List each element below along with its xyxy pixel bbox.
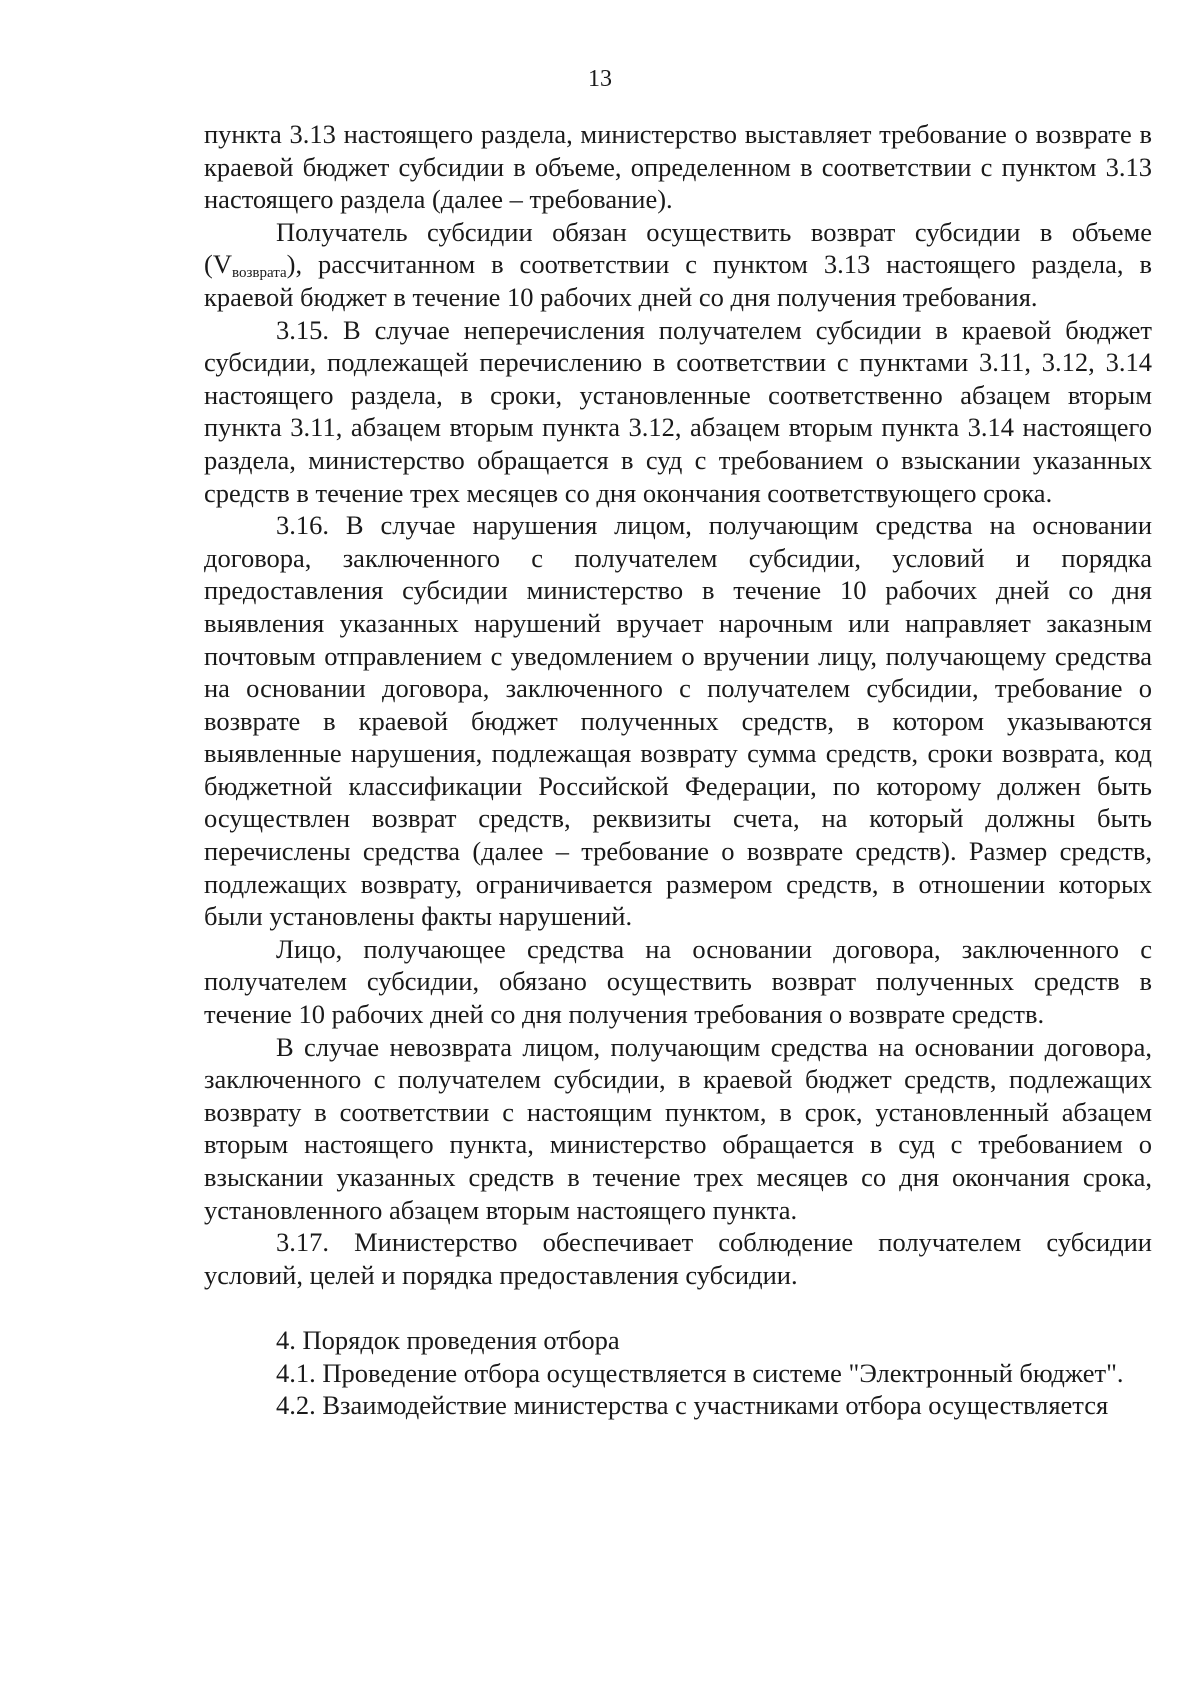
paragraph-refund-text-start: Получатель субсидии обязан осуществить возврат субсидии в объеме (V xyxy=(204,216,1152,280)
paragraph-refund-obligation xyxy=(204,216,1152,314)
paragraph-4-1: 4.1. Проведение отбора осуществляется в системе "Электронный бюджет". xyxy=(276,1357,1124,1388)
document-body xyxy=(204,118,1152,1422)
paragraph-non-refund: В случае невозврата лицом, получающим средства на основании договора, заключенного с получателем субсидии, в краевой бюджет средств, подлежащих возврату в соответствии с настоящим пунктом, в срок, установленный абзацем вторым настоящего пункта, министерство обращается в суд с требованием о взыскании указанных средств в течение трех месяцев со дня окончания срока, установленного абзацем вторым настоящего пункта. xyxy=(204,1031,1152,1225)
paragraph-3-15: 3.15. В случае неперечисления получателем субсидии в краевой бюджет субсидии, подлежащей перечислению в соответствии с пунктами 3.11, 3.12, 3.14 настоящего раздела, в сроки, установленные соответственно абзацем вторым пункта 3.11, абзацем вторым пункта 3.12, абзацем вторым пункта 3.14 настоящего раздела, министерство обращается в суд с требованием о взыскании указанных средств в течение трех месяцев со дня окончания соответствующего срока. xyxy=(204,314,1152,508)
paragraph-continuation: пункта 3.13 настоящего раздела, министерство выставляет требование о возврате в краевой бюджет субсидии в объеме, определенном в соответствии с пунктом 3.13 настоящего раздела (далее – требование). xyxy=(204,119,1152,215)
v-refund-subscript: возврата xyxy=(231,265,287,282)
paragraph-contract-refund: Лицо, получающее средства на основании договора, заключенного с получателем субсидии, обязано осуществить возврат полученных средств в течение 10 рабочих дней со дня получения требования о возврате средств. xyxy=(204,933,1152,1030)
paragraph-3-17: 3.17. Министерство обеспечивает соблюдение получателем субсидии условий, целей и порядка предоставления субсидии. xyxy=(204,1227,1152,1290)
paragraph-3-16: 3.16. В случае нарушения лицом, получающим средства на основании договора, заключенного с получателем субсидии, условий и порядка предоставления субсидии министерство в течение 10 рабочих дней со дня выявления указанных нарушений вручает нарочным или направляет заказным почтовым отправлением с уведомлением о вручении лицу, получающему средства на основании договора, заключенного с получателем субсидии, требование о возврате в краевой бюджет полученных средств, в котором указываются выявленные нарушения, подлежащая возврату сумма средств, сроки возврата, код бюджетной классификации Российской Федерации, по которому должен быть осуществлен возврат средств, реквизиты счета, на который должны быть перечислены средства (далее – требование о возврате средств). Размер средств, подлежащих возврату, ограничивается размером средств, в отношении которых были установлены факты нарушений. xyxy=(204,510,1152,932)
paragraph-4-2: 4.2. Взаимодействие министерства с участниками отбора осуществляется xyxy=(276,1390,1109,1421)
page-number: 13 xyxy=(588,66,612,92)
paragraph-refund-text-end: ), рассчитанном в соответствии с пунктом 3.13 настоящего раздела, в краевой бюджет в течение 10 рабочих дней со дня получения требования. xyxy=(204,249,1152,312)
section-title: 4. Порядок проведения отбора xyxy=(276,1324,620,1355)
